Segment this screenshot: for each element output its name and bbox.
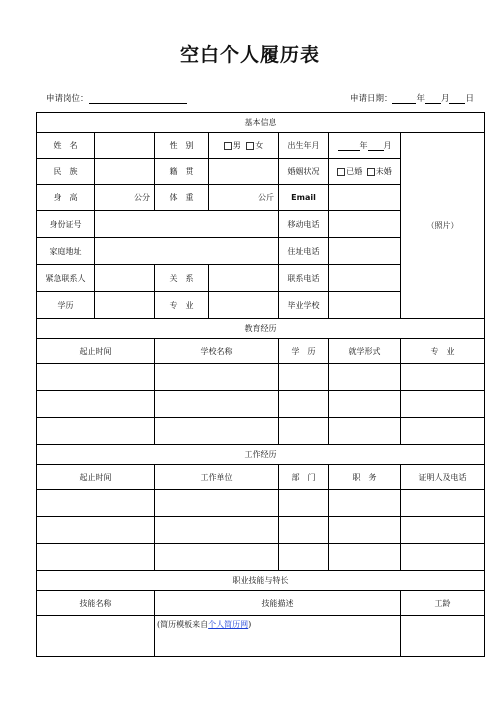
ethnicity-field[interactable] [95, 159, 155, 185]
height-label: 身 高 [37, 185, 95, 211]
gender-male-label: 男 [232, 141, 241, 150]
section-work-title: 工作经历 [37, 445, 485, 465]
edu-period-cell[interactable] [37, 364, 155, 391]
height-unit: 公分 [134, 193, 150, 202]
apply-date-row [350, 92, 474, 104]
gender-label: 性 别 [155, 133, 209, 159]
section-skills-title: 职业技能与特长 [37, 571, 485, 591]
work-position-cell[interactable] [329, 490, 401, 517]
unmarried-label: 未婚 [375, 167, 392, 176]
work-period-cell[interactable] [37, 544, 155, 571]
birth-field[interactable] [329, 133, 401, 159]
id-number-field[interactable] [95, 211, 279, 238]
education-label: 学历 [37, 292, 95, 319]
work-header-company: 工作单位 [155, 465, 279, 490]
edu-school-cell[interactable] [155, 364, 279, 391]
edu-form-cell[interactable] [329, 418, 401, 445]
section-basic-row [37, 113, 485, 133]
home-phone-label: 住址电话 [279, 238, 329, 265]
skill-description-cell[interactable] [155, 616, 401, 657]
birth-year-blank[interactable] [338, 143, 360, 151]
section-work-row [37, 445, 485, 465]
photo-label: （照片） [426, 221, 459, 230]
major-label: 专 业 [155, 292, 209, 319]
work-position-cell[interactable] [329, 544, 401, 571]
work-header-reference: 证明人及电话 [401, 465, 485, 490]
native-place-label: 籍 贯 [155, 159, 209, 185]
married-label: 已婚 [346, 167, 363, 176]
photo-cell[interactable] [401, 133, 485, 319]
apply-day-field[interactable] [449, 95, 465, 104]
birth-month-label: 月 [383, 141, 392, 150]
home-address-label: 家庭地址 [37, 238, 95, 265]
apply-position-label: 申请岗位： [46, 94, 89, 104]
birth-label: 出生年月 [279, 133, 329, 159]
skills-header-name: 技能名称 [37, 591, 155, 616]
edu-header-major: 专 业 [401, 339, 485, 364]
edu-form-cell[interactable] [329, 364, 401, 391]
work-reference-cell[interactable] [401, 544, 485, 571]
apply-day-label: 日 [465, 94, 474, 104]
apply-position-field[interactable] [89, 95, 187, 104]
edu-major-cell[interactable] [401, 364, 485, 391]
major-field[interactable] [209, 292, 279, 319]
work-position-cell[interactable] [329, 517, 401, 544]
birth-year-label: 年 [359, 141, 368, 150]
section-basic-title: 基本信息 [37, 113, 485, 133]
weight-label: 体 重 [155, 185, 209, 211]
name-field[interactable] [95, 133, 155, 159]
apply-date-label: 申请日期： [349, 94, 393, 104]
basic-row-1 [37, 133, 485, 159]
home-address-field[interactable] [95, 238, 279, 265]
skill-years-cell[interactable] [401, 616, 485, 657]
skills-entry-row [37, 616, 485, 657]
education-header-row [37, 339, 485, 364]
work-header-position: 职 务 [329, 465, 401, 490]
email-label: Email [279, 185, 329, 211]
edu-degree-cell[interactable] [279, 391, 329, 418]
skills-header-years: 工龄 [401, 591, 485, 616]
section-education-title: 教育经历 [37, 319, 485, 339]
gender-female-checkbox[interactable] [246, 142, 254, 150]
gender-female-label: 女 [255, 141, 264, 150]
edu-header-form: 就学形式 [329, 339, 401, 364]
edu-school-cell[interactable] [155, 391, 279, 418]
marital-label: 婚姻状况 [279, 159, 329, 185]
section-skills-row [37, 571, 485, 591]
edu-header-school: 学校名称 [155, 339, 279, 364]
work-entry-row [37, 517, 485, 544]
birth-month-blank[interactable] [368, 143, 384, 151]
married-checkbox[interactable] [337, 168, 345, 176]
edu-major-cell[interactable] [401, 391, 485, 418]
work-company-cell[interactable] [155, 517, 279, 544]
mobile-field[interactable] [329, 211, 401, 238]
edu-period-cell[interactable] [37, 391, 155, 418]
work-department-cell[interactable] [279, 517, 329, 544]
work-entry-row [37, 544, 485, 571]
relation-field[interactable] [209, 265, 279, 292]
contact-phone-label: 联系电话 [279, 265, 329, 292]
page-title: 空白个人履历表 [179, 44, 320, 66]
ethnicity-label: 民 族 [37, 159, 95, 185]
edu-header-degree: 学 历 [279, 339, 329, 364]
work-header-department: 部 门 [279, 465, 329, 490]
template-source-link[interactable]: 个人简历网 [208, 620, 249, 629]
native-place-field[interactable] [209, 159, 279, 185]
work-company-cell[interactable] [155, 490, 279, 517]
height-field[interactable] [95, 185, 155, 211]
edu-form-cell[interactable] [329, 391, 401, 418]
education-entry-row [37, 418, 485, 445]
work-department-cell[interactable] [279, 490, 329, 517]
education-entry-row [37, 391, 485, 418]
gender-male-checkbox[interactable] [224, 142, 232, 150]
work-company-cell[interactable] [155, 544, 279, 571]
graduate-school-label: 毕业学校 [279, 292, 329, 319]
work-header-row [37, 465, 485, 490]
weight-field[interactable] [209, 185, 279, 211]
education-entry-row [37, 364, 485, 391]
relation-label: 关 系 [155, 265, 209, 292]
edu-school-cell[interactable] [155, 418, 279, 445]
apply-month-field[interactable] [425, 95, 441, 104]
graduate-school-field[interactable] [329, 292, 401, 319]
work-entry-row [37, 490, 485, 517]
edu-header-period: 起止时间 [37, 339, 155, 364]
contact-phone-field[interactable] [329, 265, 401, 292]
apply-year-field[interactable] [392, 95, 416, 104]
email-field[interactable] [329, 185, 401, 211]
skills-header-row [37, 591, 485, 616]
education-field[interactable] [95, 292, 155, 319]
resume-table [36, 112, 485, 657]
mobile-label: 移动电话 [279, 211, 329, 238]
edu-degree-cell[interactable] [279, 364, 329, 391]
work-department-cell[interactable] [279, 544, 329, 571]
work-reference-cell[interactable] [401, 517, 485, 544]
home-phone-field[interactable] [329, 238, 401, 265]
name-label: 姓 名 [37, 133, 95, 159]
skill-name-cell[interactable] [37, 616, 155, 657]
work-reference-cell[interactable] [401, 490, 485, 517]
apply-month-label: 月 [440, 94, 450, 104]
apply-position-row [46, 92, 187, 104]
id-number-label: 身份证号 [37, 211, 95, 238]
unmarried-checkbox[interactable] [367, 168, 375, 176]
apply-year-label: 年 [416, 94, 425, 104]
template-note-prefix: (简历模板来自 [157, 620, 209, 629]
section-education-row [37, 319, 485, 339]
template-note-suffix: ) [248, 620, 252, 629]
edu-degree-cell[interactable] [279, 418, 329, 445]
edu-period-cell[interactable] [37, 418, 155, 445]
work-header-period: 起止时间 [37, 465, 155, 490]
marital-options [329, 159, 401, 185]
emergency-contact-label: 紧急联系人 [37, 265, 95, 292]
work-period-cell[interactable] [37, 490, 155, 517]
edu-major-cell[interactable] [401, 418, 485, 445]
weight-unit: 公斤 [258, 193, 274, 202]
work-period-cell[interactable] [37, 517, 155, 544]
skills-header-description: 技能描述 [155, 591, 401, 616]
emergency-contact-field[interactable] [95, 265, 155, 292]
gender-options [209, 133, 279, 159]
